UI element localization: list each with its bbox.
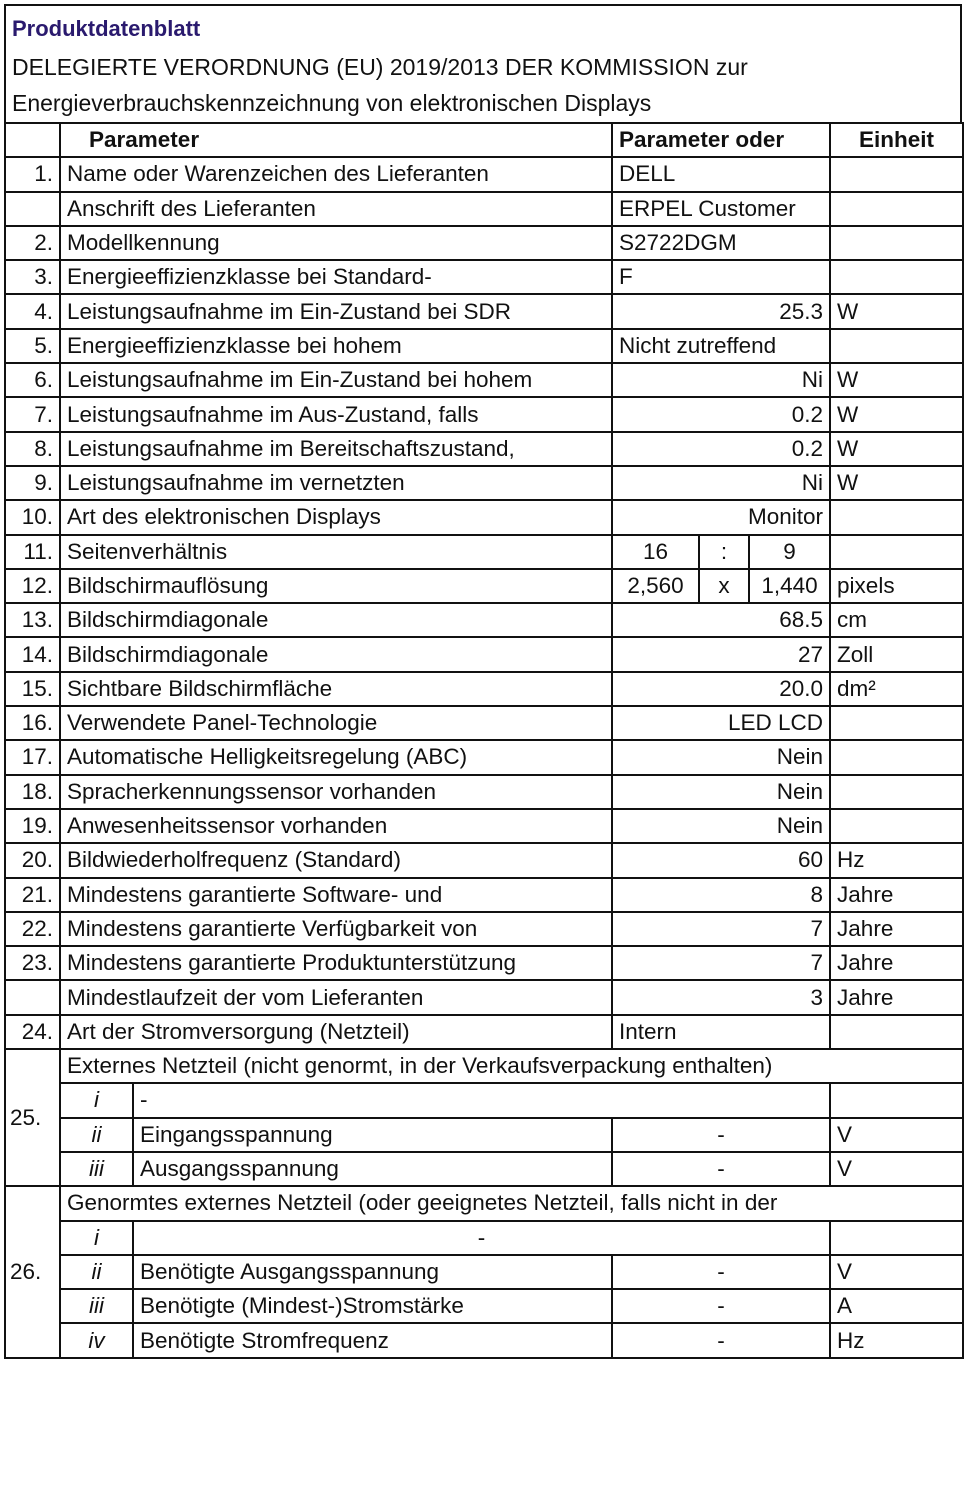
row-unit: W: [830, 294, 963, 328]
row-parameter: Mindestens garantierte Produktunterstützung: [60, 946, 612, 980]
sub-row-unit: [830, 1221, 963, 1255]
row-value: Nicht zutreffend: [612, 329, 830, 363]
row-unit: pixels: [830, 569, 963, 603]
row-number: 4.: [5, 294, 60, 328]
sub-row-index: i: [60, 1083, 133, 1117]
row-number: 7.: [5, 397, 60, 431]
row-number: 17.: [5, 740, 60, 774]
row-unit: cm: [830, 603, 963, 637]
sub-row-index: iii: [60, 1289, 133, 1323]
row-parameter: Energieeffizienzklasse bei hohem: [60, 329, 612, 363]
row-number: 1.: [5, 157, 60, 191]
table-row: [5, 500, 963, 534]
sub-row-value: -: [612, 1118, 830, 1152]
table-row: [5, 432, 963, 466]
sub-row-index: iii: [60, 1152, 133, 1186]
row-parameter: Leistungsaufnahme im Bereitschaftszustand,: [60, 432, 612, 466]
sub-row-value: -: [612, 1152, 830, 1186]
row-unit: Jahre: [830, 878, 963, 912]
row-number: 21.: [5, 878, 60, 912]
regulation-line-1: DELEGIERTE VERORDNUNG (EU) 2019/2013 DER KOMMISSION zur: [12, 54, 748, 80]
row-unit: [830, 740, 963, 774]
section25-sub-row: [5, 1118, 963, 1152]
row-value: Nein: [612, 740, 830, 774]
sub-row-label: Benötigte Ausgangsspannung: [133, 1255, 612, 1289]
table-row: [5, 775, 963, 809]
table-row: [5, 980, 963, 1014]
row-unit: dm²: [830, 672, 963, 706]
row-value: ERPEL Customer: [612, 192, 830, 226]
section26-sub-row: [5, 1323, 963, 1357]
row-unit: [830, 226, 963, 260]
row-value: Monitor: [612, 500, 830, 534]
row-number: 13.: [5, 603, 60, 637]
sub-row-index: iv: [60, 1323, 133, 1357]
row-number: 22.: [5, 912, 60, 946]
row-parameter: Bildwiederholfrequenz (Standard): [60, 843, 612, 877]
row-number: 15.: [5, 672, 60, 706]
row-value: 68.5: [612, 603, 830, 637]
sub-row-index: i: [60, 1221, 133, 1255]
row-number: 10.: [5, 500, 60, 534]
section25-sub-row: [5, 1152, 963, 1186]
row-unit: [830, 260, 963, 294]
row-parameter: Bildschirmdiagonale: [60, 603, 612, 637]
row-value-separator: :: [699, 535, 749, 569]
table-row: [5, 294, 963, 328]
row-value: 0.2: [612, 397, 830, 431]
table-row: [5, 603, 963, 637]
row-number: 16.: [5, 706, 60, 740]
table-row: [5, 672, 963, 706]
sub-row-unit: V: [830, 1255, 963, 1289]
row-parameter: Name oder Warenzeichen des Lieferanten: [60, 157, 612, 191]
column-header-value: Parameter oder: [612, 123, 830, 157]
table-row: [5, 226, 963, 260]
row-number: 19.: [5, 809, 60, 843]
row-parameter: Leistungsaufnahme im Aus-Zustand, falls: [60, 397, 612, 431]
row-value: 0.2: [612, 432, 830, 466]
row-unit: W: [830, 432, 963, 466]
table-row: [5, 809, 963, 843]
row-parameter: Mindestens garantierte Verfügbarkeit von: [60, 912, 612, 946]
row-value-separator: x: [699, 569, 749, 603]
section25-title-row: [5, 1049, 963, 1083]
row-parameter: Bildschirmdiagonale: [60, 637, 612, 671]
table-row: [5, 1015, 963, 1049]
row-parameter: Art der Stromversorgung (Netzteil): [60, 1015, 612, 1049]
column-header-unit: Einheit: [830, 123, 963, 157]
row-number: 11.: [5, 535, 60, 569]
row-unit: [830, 500, 963, 534]
header-num-cell: [5, 123, 60, 157]
table-row: [5, 843, 963, 877]
sheet-title: Produktdatenblatt: [12, 16, 201, 41]
row-parameter: Anwesenheitssensor vorhanden: [60, 809, 612, 843]
row-parameter: Mindestlaufzeit der vom Lieferanten: [60, 980, 612, 1014]
row-value: Nein: [612, 775, 830, 809]
table-header-row: [5, 123, 963, 157]
row-unit: [830, 809, 963, 843]
row-number: 3.: [5, 260, 60, 294]
row-value-b: 1,440: [749, 569, 830, 603]
row-value: LED LCD: [612, 706, 830, 740]
row-unit: [830, 706, 963, 740]
section26-sub-row: [5, 1255, 963, 1289]
row-value: Ni: [612, 466, 830, 500]
row-unit: Jahre: [830, 912, 963, 946]
row-number: 12.: [5, 569, 60, 603]
row-number: 24.: [5, 1015, 60, 1049]
regulation-line-2: Energieverbrauchskennzeichnung von elektronischen Displays: [12, 90, 652, 116]
table-row: [5, 912, 963, 946]
row-number: 8.: [5, 432, 60, 466]
row-unit: [830, 157, 963, 191]
row-value: 20.0: [612, 672, 830, 706]
sub-row-value: -: [612, 1323, 830, 1357]
section26-title: Genormtes externes Netzteil (oder geeignetes Netzteil, falls nicht in der: [60, 1186, 963, 1220]
row-parameter: Seitenverhältnis: [60, 535, 612, 569]
row-parameter: Bildschirmauflösung: [60, 569, 612, 603]
row-parameter: Spracherkennungssensor vorhanden: [60, 775, 612, 809]
row-value: S2722DGM: [612, 226, 830, 260]
sub-row-index: ii: [60, 1118, 133, 1152]
row-value: F: [612, 260, 830, 294]
table-row: [5, 740, 963, 774]
row-parameter: Leistungsaufnahme im vernetzten: [60, 466, 612, 500]
row-unit: [830, 192, 963, 226]
row-unit: Zoll: [830, 637, 963, 671]
row-parameter: Modellkennung: [60, 226, 612, 260]
row-unit: Jahre: [830, 980, 963, 1014]
row-value: 3: [612, 980, 830, 1014]
row-unit: Hz: [830, 843, 963, 877]
table-row: [5, 329, 963, 363]
sub-row-label: -: [133, 1083, 830, 1117]
row-value: 8: [612, 878, 830, 912]
row-number: [5, 980, 60, 1014]
section25-sub-row: [5, 1083, 963, 1117]
table-row: [5, 946, 963, 980]
row-parameter: Anschrift des Lieferanten: [60, 192, 612, 226]
row-value: DELL: [612, 157, 830, 191]
row-number: 2.: [5, 226, 60, 260]
section26-sub-row: [5, 1221, 963, 1255]
row-parameter: Mindestens garantierte Software- und: [60, 878, 612, 912]
row-parameter: Art des elektronischen Displays: [60, 500, 612, 534]
table-row: [5, 637, 963, 671]
sub-row-label: Eingangsspannung: [133, 1118, 612, 1152]
row-unit: W: [830, 466, 963, 500]
table-row: [5, 260, 963, 294]
row-number: 23.: [5, 946, 60, 980]
table-row: [5, 706, 963, 740]
row-number: 18.: [5, 775, 60, 809]
table-row: [5, 466, 963, 500]
sub-row-unit: Hz: [830, 1323, 963, 1357]
table-row: [5, 569, 963, 603]
row-unit: [830, 535, 963, 569]
table-row: [5, 192, 963, 226]
row-value: 7: [612, 912, 830, 946]
section26-sub-row: [5, 1289, 963, 1323]
sheet-header: [4, 4, 962, 122]
section26-title-row: [5, 1186, 963, 1220]
row-value: 25.3: [612, 294, 830, 328]
section25-title: Externes Netzteil (nicht genormt, in der Verkaufsverpackung enthalten): [60, 1049, 963, 1083]
row-value: 27: [612, 637, 830, 671]
row-unit: W: [830, 363, 963, 397]
row-number: 9.: [5, 466, 60, 500]
sub-row-label: Benötigte (Mindest-)Stromstärke: [133, 1289, 612, 1323]
sub-row-value: -: [612, 1255, 830, 1289]
row-value: Intern: [612, 1015, 830, 1049]
row-value-b: 9: [749, 535, 830, 569]
table-row: [5, 397, 963, 431]
sub-row-value: -: [612, 1289, 830, 1323]
section25-number: 25.: [5, 1049, 60, 1186]
row-parameter: Automatische Helligkeitsregelung (ABC): [60, 740, 612, 774]
row-value: 60: [612, 843, 830, 877]
table-row: [5, 878, 963, 912]
row-number: 20.: [5, 843, 60, 877]
table-row: [5, 535, 963, 569]
sub-row-index: ii: [60, 1255, 133, 1289]
sub-row-unit: A: [830, 1289, 963, 1323]
sub-row-label: -: [133, 1221, 830, 1255]
parameter-table: [4, 122, 964, 1359]
row-value: Ni: [612, 363, 830, 397]
row-parameter: Verwendete Panel-Technologie: [60, 706, 612, 740]
table-row: [5, 363, 963, 397]
row-parameter: Energieeffizienzklasse bei Standard-: [60, 260, 612, 294]
row-unit: Jahre: [830, 946, 963, 980]
row-value: 7: [612, 946, 830, 980]
sub-row-label: Ausgangsspannung: [133, 1152, 612, 1186]
row-parameter: Leistungsaufnahme im Ein-Zustand bei SDR: [60, 294, 612, 328]
row-unit: W: [830, 397, 963, 431]
row-value-a: 16: [612, 535, 699, 569]
column-header-parameter: Parameter: [60, 123, 612, 157]
row-value: Nein: [612, 809, 830, 843]
row-unit: [830, 1015, 963, 1049]
row-unit: [830, 775, 963, 809]
sub-row-label: Benötigte Stromfrequenz: [133, 1323, 612, 1357]
row-value-a: 2,560: [612, 569, 699, 603]
sub-row-unit: V: [830, 1118, 963, 1152]
table-row: [5, 157, 963, 191]
row-unit: [830, 329, 963, 363]
row-number: 14.: [5, 637, 60, 671]
sub-row-unit: [830, 1083, 963, 1117]
row-number: 6.: [5, 363, 60, 397]
sub-row-unit: V: [830, 1152, 963, 1186]
section26-number: 26.: [5, 1186, 60, 1357]
row-parameter: Sichtbare Bildschirmfläche: [60, 672, 612, 706]
row-number: [5, 192, 60, 226]
row-number: 5.: [5, 329, 60, 363]
row-parameter: Leistungsaufnahme im Ein-Zustand bei hohem: [60, 363, 612, 397]
